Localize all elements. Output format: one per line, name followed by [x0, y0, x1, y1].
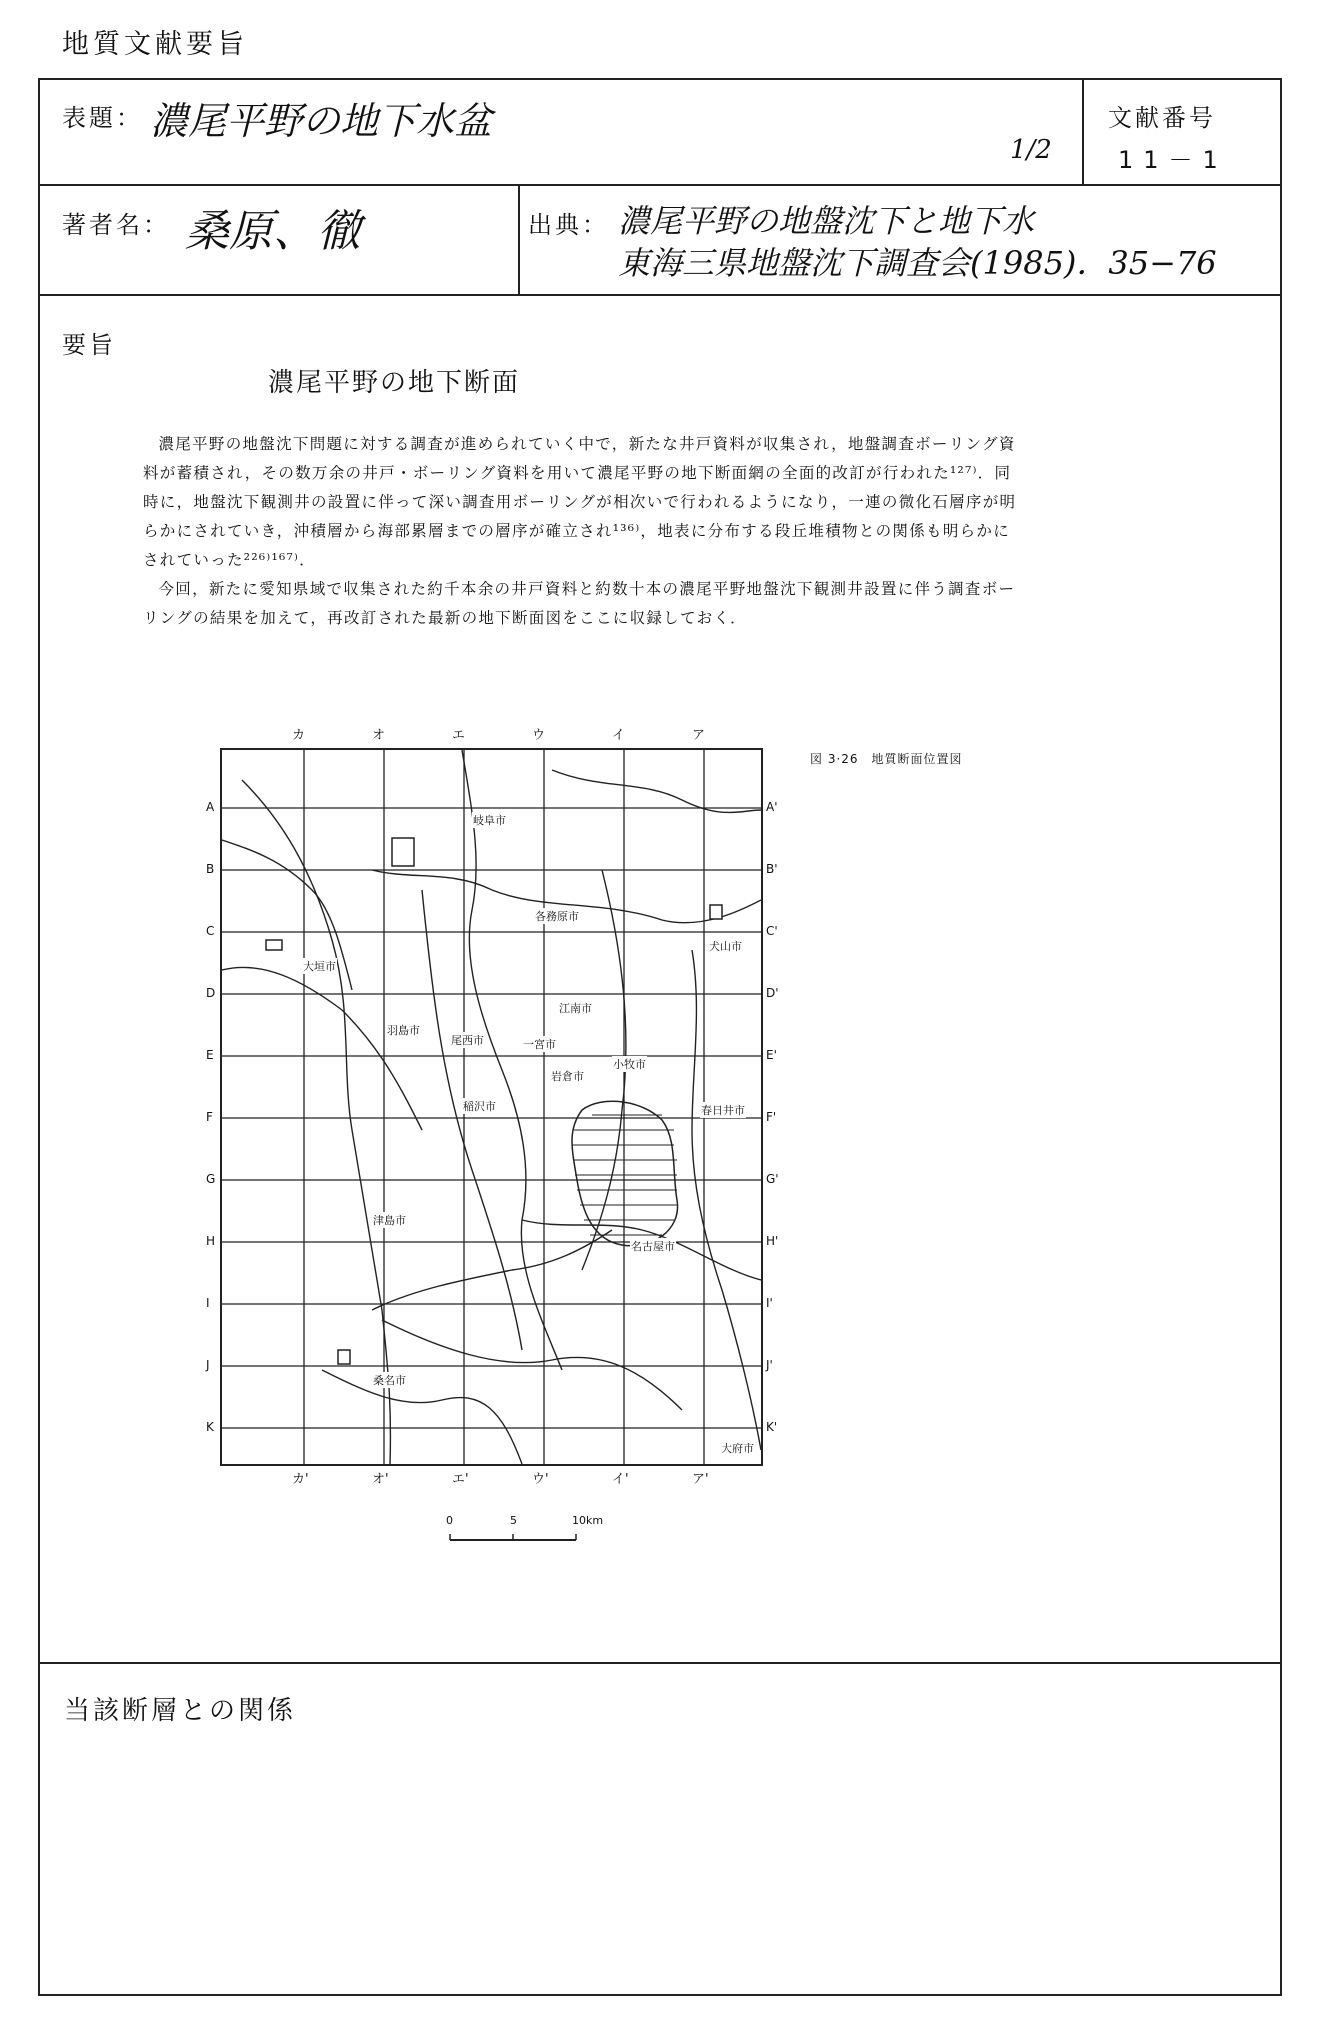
grid-row-label: H' [766, 1234, 779, 1248]
page-mark: 1/2 [1010, 135, 1052, 165]
grid-row-label: B' [766, 862, 778, 876]
scale-label: 10km [572, 1514, 604, 1527]
city-label: 大垣市 [303, 960, 336, 973]
grid-row-label: I' [766, 1296, 773, 1310]
grid-row-label: J [206, 1358, 210, 1372]
grid-column-label: カ' [292, 1472, 309, 1487]
grid-row-label: A [206, 800, 215, 814]
author-value: 桑原、徹 [185, 206, 361, 257]
relation-label: 当該断層との関係 [64, 1696, 297, 1726]
grid-row-label: F [206, 1110, 213, 1124]
grid-column-label: ウ' [532, 1472, 549, 1487]
city-label: 名古屋市 [631, 1240, 675, 1253]
location-map [206, 728, 779, 1487]
city-label: 岐阜市 [473, 814, 506, 827]
figure-caption: 図 3·26 地質断面位置図 [810, 752, 963, 766]
summary-label: 要旨 [62, 331, 116, 359]
grid-column-label: イ [612, 728, 626, 743]
source-line2: 東海三県地盤沈下調査会(1985)．35−76 [618, 244, 1217, 282]
page-header: 地質文献要旨 [62, 29, 248, 60]
scale-bar [448, 1530, 588, 1544]
city-label: 稲沢市 [463, 1100, 496, 1113]
author-label: 著者名： [62, 211, 170, 239]
grid-column-label: イ' [612, 1472, 629, 1487]
title-label: 表題： [62, 104, 143, 132]
divider [518, 184, 520, 294]
city-label: 春日井市 [701, 1104, 745, 1117]
grid-row-label: D' [766, 986, 779, 1000]
summary-paragraph: 今回，新たに愛知県域で収集された約千本余の井戸資料と約数十本の濃尾平野地盤沈下観測井設置に伴う調査ボーリングの結果を加えて，再改訂された最新の地下断面図をここに収録しておく． [143, 580, 1016, 627]
city-label: 一宮市 [523, 1038, 556, 1051]
grid-column-label: ア' [692, 1472, 709, 1487]
divider [40, 294, 1280, 296]
city-label: 江南市 [559, 1002, 592, 1015]
city-label: 岩倉市 [551, 1070, 584, 1083]
grid-row-label: A' [766, 800, 778, 814]
grid-column-label: ウ [532, 728, 546, 743]
doc-number-value: 11－1 [1118, 146, 1228, 174]
divider [1082, 80, 1084, 184]
grid-row-label: K' [766, 1420, 778, 1434]
grid-column-label: カ [292, 728, 306, 743]
city-label: 各務原市 [535, 910, 579, 923]
city-label: 津島市 [373, 1214, 406, 1227]
grid-row-label: E' [766, 1048, 777, 1062]
city-label: 羽島市 [387, 1024, 420, 1037]
divider [40, 184, 1280, 186]
summary-heading: 濃尾平野の地下断面 [268, 368, 521, 398]
grid-column-label: エ [452, 728, 466, 743]
grid-row-label: B [206, 862, 215, 876]
city-label: 大府市 [721, 1442, 754, 1455]
city-label: 桑名市 [373, 1374, 406, 1387]
grid-row-label: G' [766, 1172, 779, 1186]
grid-column-label: オ' [372, 1472, 389, 1487]
city-label: 犬山市 [709, 940, 742, 953]
divider [40, 1662, 1280, 1664]
title-value: 濃尾平野の地下水盆 [150, 99, 493, 143]
scale-label: 0 [446, 1514, 453, 1527]
grid-row-label: H [206, 1234, 216, 1248]
grid-column-label: ア [692, 728, 706, 743]
summary-body [143, 430, 1023, 633]
scale-label: 5 [510, 1514, 517, 1527]
source-line1: 濃尾平野の地盤沈下と地下水 [618, 202, 1035, 240]
grid-column-label: エ' [452, 1472, 469, 1487]
summary-paragraph: 濃尾平野の地盤沈下問題に対する調査が進められていく中で，新たな井戸資料が収集され，地盤調査ボーリング資料が蓄積され，その数万余の井戸・ボーリング資料を用いて濃尾平野の地下断面網の全面的改訂が行われた¹²⁷⁾．同時に，地盤沈下観測井の設置に伴って深い調査用ボーリングが相次いで行われるようになり，一連の微化石層序が明らかにされていき，沖積層から海部累層までの層序が確立され¹³⁶⁾，地表に分布する段丘堆積物との関係も明らかにされていった²²⁶⁾¹⁶⁷⁾． [143, 435, 1017, 569]
grid-row-label: D [206, 986, 216, 1000]
city-label: 尾西市 [451, 1034, 484, 1047]
grid-row-label: C' [766, 924, 778, 938]
grid-row-label: J' [766, 1358, 773, 1372]
source-label: 出典： [528, 211, 609, 239]
grid-row-label: E [206, 1048, 214, 1062]
grid-row-label: C [206, 924, 215, 938]
city-label: 小牧市 [613, 1058, 646, 1071]
doc-number-label: 文献番号 [1108, 104, 1216, 132]
grid-row-label: I [206, 1296, 210, 1310]
grid-row-label: F' [766, 1110, 777, 1124]
grid-row-label: K [206, 1420, 214, 1434]
grid-row-label: G [206, 1172, 216, 1186]
grid-column-label: オ [372, 728, 386, 743]
